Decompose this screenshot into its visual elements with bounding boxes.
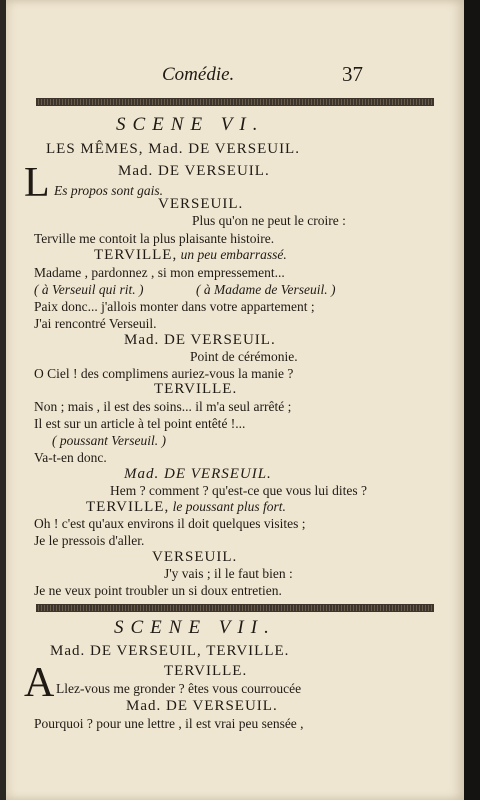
verse-line: Paix donc... j'allois monter dans votre appartement ; <box>34 299 315 314</box>
verse-line: Terville me contoit la plus plaisante histoire. <box>34 231 275 246</box>
verse-line: Non ; mais , il est des soins... il m'a seul arrêté ; <box>34 399 292 414</box>
speaker-with-direction <box>94 247 287 263</box>
speaker-with-direction <box>86 499 286 515</box>
speaker-name: Mad. DE VERSEUIL. <box>118 163 270 179</box>
speaker-name: TERVILLE. <box>154 381 238 397</box>
running-title: Comédie. <box>162 64 235 85</box>
scene-characters: Mad. DE VERSEUIL, TERVILLE. <box>50 643 290 659</box>
verse-line: Il est sur un article à tel point entêté !... <box>34 416 246 431</box>
stage-direction: ( poussant Verseuil. ) <box>52 433 166 448</box>
speaker-name: TERVILLE, <box>94 247 178 263</box>
scene-heading: SCENE VII. <box>114 617 276 638</box>
scene-characters: LES MÊMES, Mad. DE VERSEUIL. <box>46 141 300 157</box>
verse-line: Hem ? comment ? qu'est-ce que vous lui dites ? <box>110 483 367 498</box>
stage-direction: ( à Madame de Verseuil. ) <box>196 282 336 297</box>
verse-line: Va-t-en donc. <box>34 450 107 465</box>
book-page <box>6 0 464 800</box>
speaker-name: VERSEUIL. <box>158 196 244 212</box>
verse-line: J'ai rencontré Verseuil. <box>34 316 157 331</box>
scene-divider <box>36 604 434 612</box>
verse-line: Oh ! c'est qu'aux environs il doit quelques visites ; <box>34 516 306 531</box>
verse-line: Pourquoi ? pour une lettre , il est vrai peu sensée , <box>34 716 304 731</box>
stage-direction: le poussant plus fort. <box>172 499 286 514</box>
speaker-name: Mad. DE VERSEUIL. <box>124 332 276 348</box>
verse-line: Je le pressois d'aller. <box>34 533 145 548</box>
speaker-name: TERVILLE. <box>164 663 248 679</box>
stage-direction: un peu embarrassé. <box>180 247 287 262</box>
verse-line: Es propos sont gais. <box>54 183 164 198</box>
verse-line: Point de cérémonie. <box>190 349 298 364</box>
stage-direction: ( à Verseuil qui rit. ) <box>34 282 144 297</box>
verse-line: Madame , pardonnez , si mon empressement... <box>34 265 285 280</box>
drop-cap: A <box>24 660 55 706</box>
speaker-name: Mad. DE VERSEUIL. <box>126 698 278 714</box>
verse-line: Llez-vous me gronder ? êtes vous courroucée <box>56 681 302 696</box>
speaker-name: TERVILLE, <box>86 499 170 515</box>
verse-line: J'y vais ; il le faut bien : <box>164 566 293 581</box>
verse-line: Je ne veux point troubler un si doux entretien. <box>34 583 282 598</box>
verse-line: O Ciel ! des complimens auriez-vous la manie ? <box>34 366 294 381</box>
drop-cap: L <box>24 160 50 206</box>
speaker-name: Mad. DE VERSEUIL. <box>124 466 272 482</box>
scene-heading: SCENE VI. <box>116 114 265 135</box>
page-number: 37 <box>342 62 363 86</box>
page-shadow-right <box>464 0 480 800</box>
verse-line: Plus qu'on ne peut le croire : <box>192 213 346 228</box>
header-rule <box>36 98 434 106</box>
speaker-name: VERSEUIL. <box>152 549 238 565</box>
